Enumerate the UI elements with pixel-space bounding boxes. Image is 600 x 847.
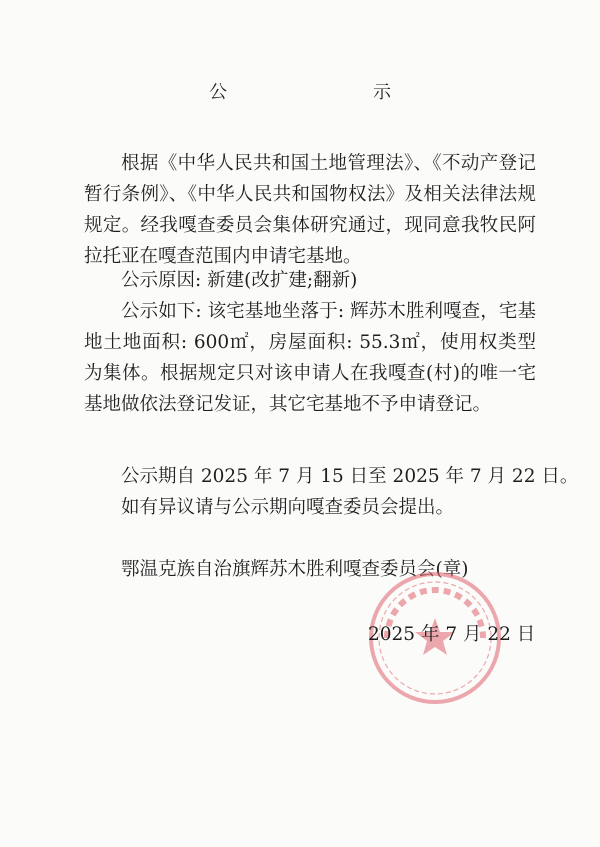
issuer-line: 鄂温克族自治旗辉苏木胜利嘎查委员会(章) [121, 559, 469, 580]
details-paragraph: 公示如下: 该宅基地坐落于: 辉苏木胜利嘎查，宅基地土地面积: 600㎡，房屋面积: 55.3㎡，使用权类型为集体。根据规定只对该申请人在我嘎查(村)的唯一宅基地做依法登记发证，其它宅基地不予申请登记。 [84, 301, 536, 415]
legal-basis-paragraph: 根据《中华人民共和国土地管理法》、《不动产登记暂行条例》、《中华人民共和国物权法》及相关法律法规规定。经我嘎查委员会集体研究通过，现同意我牧民阿拉托亚在嘎查范围内申请宅基地。 [84, 153, 536, 267]
objection-line: 如有异议请与公示期向嘎查委员会提出。 [121, 497, 455, 518]
notice-period: 公示期自 2025 年 7 月 15 日至 2025 年 7 月 22 日。 [121, 466, 579, 487]
issue-date: 2025 年 7 月 22 日 [368, 624, 536, 645]
notice-title: 公 示 [209, 82, 455, 103]
reason-line: 公示原因: 新建(改扩建;翻新) [121, 270, 358, 291]
